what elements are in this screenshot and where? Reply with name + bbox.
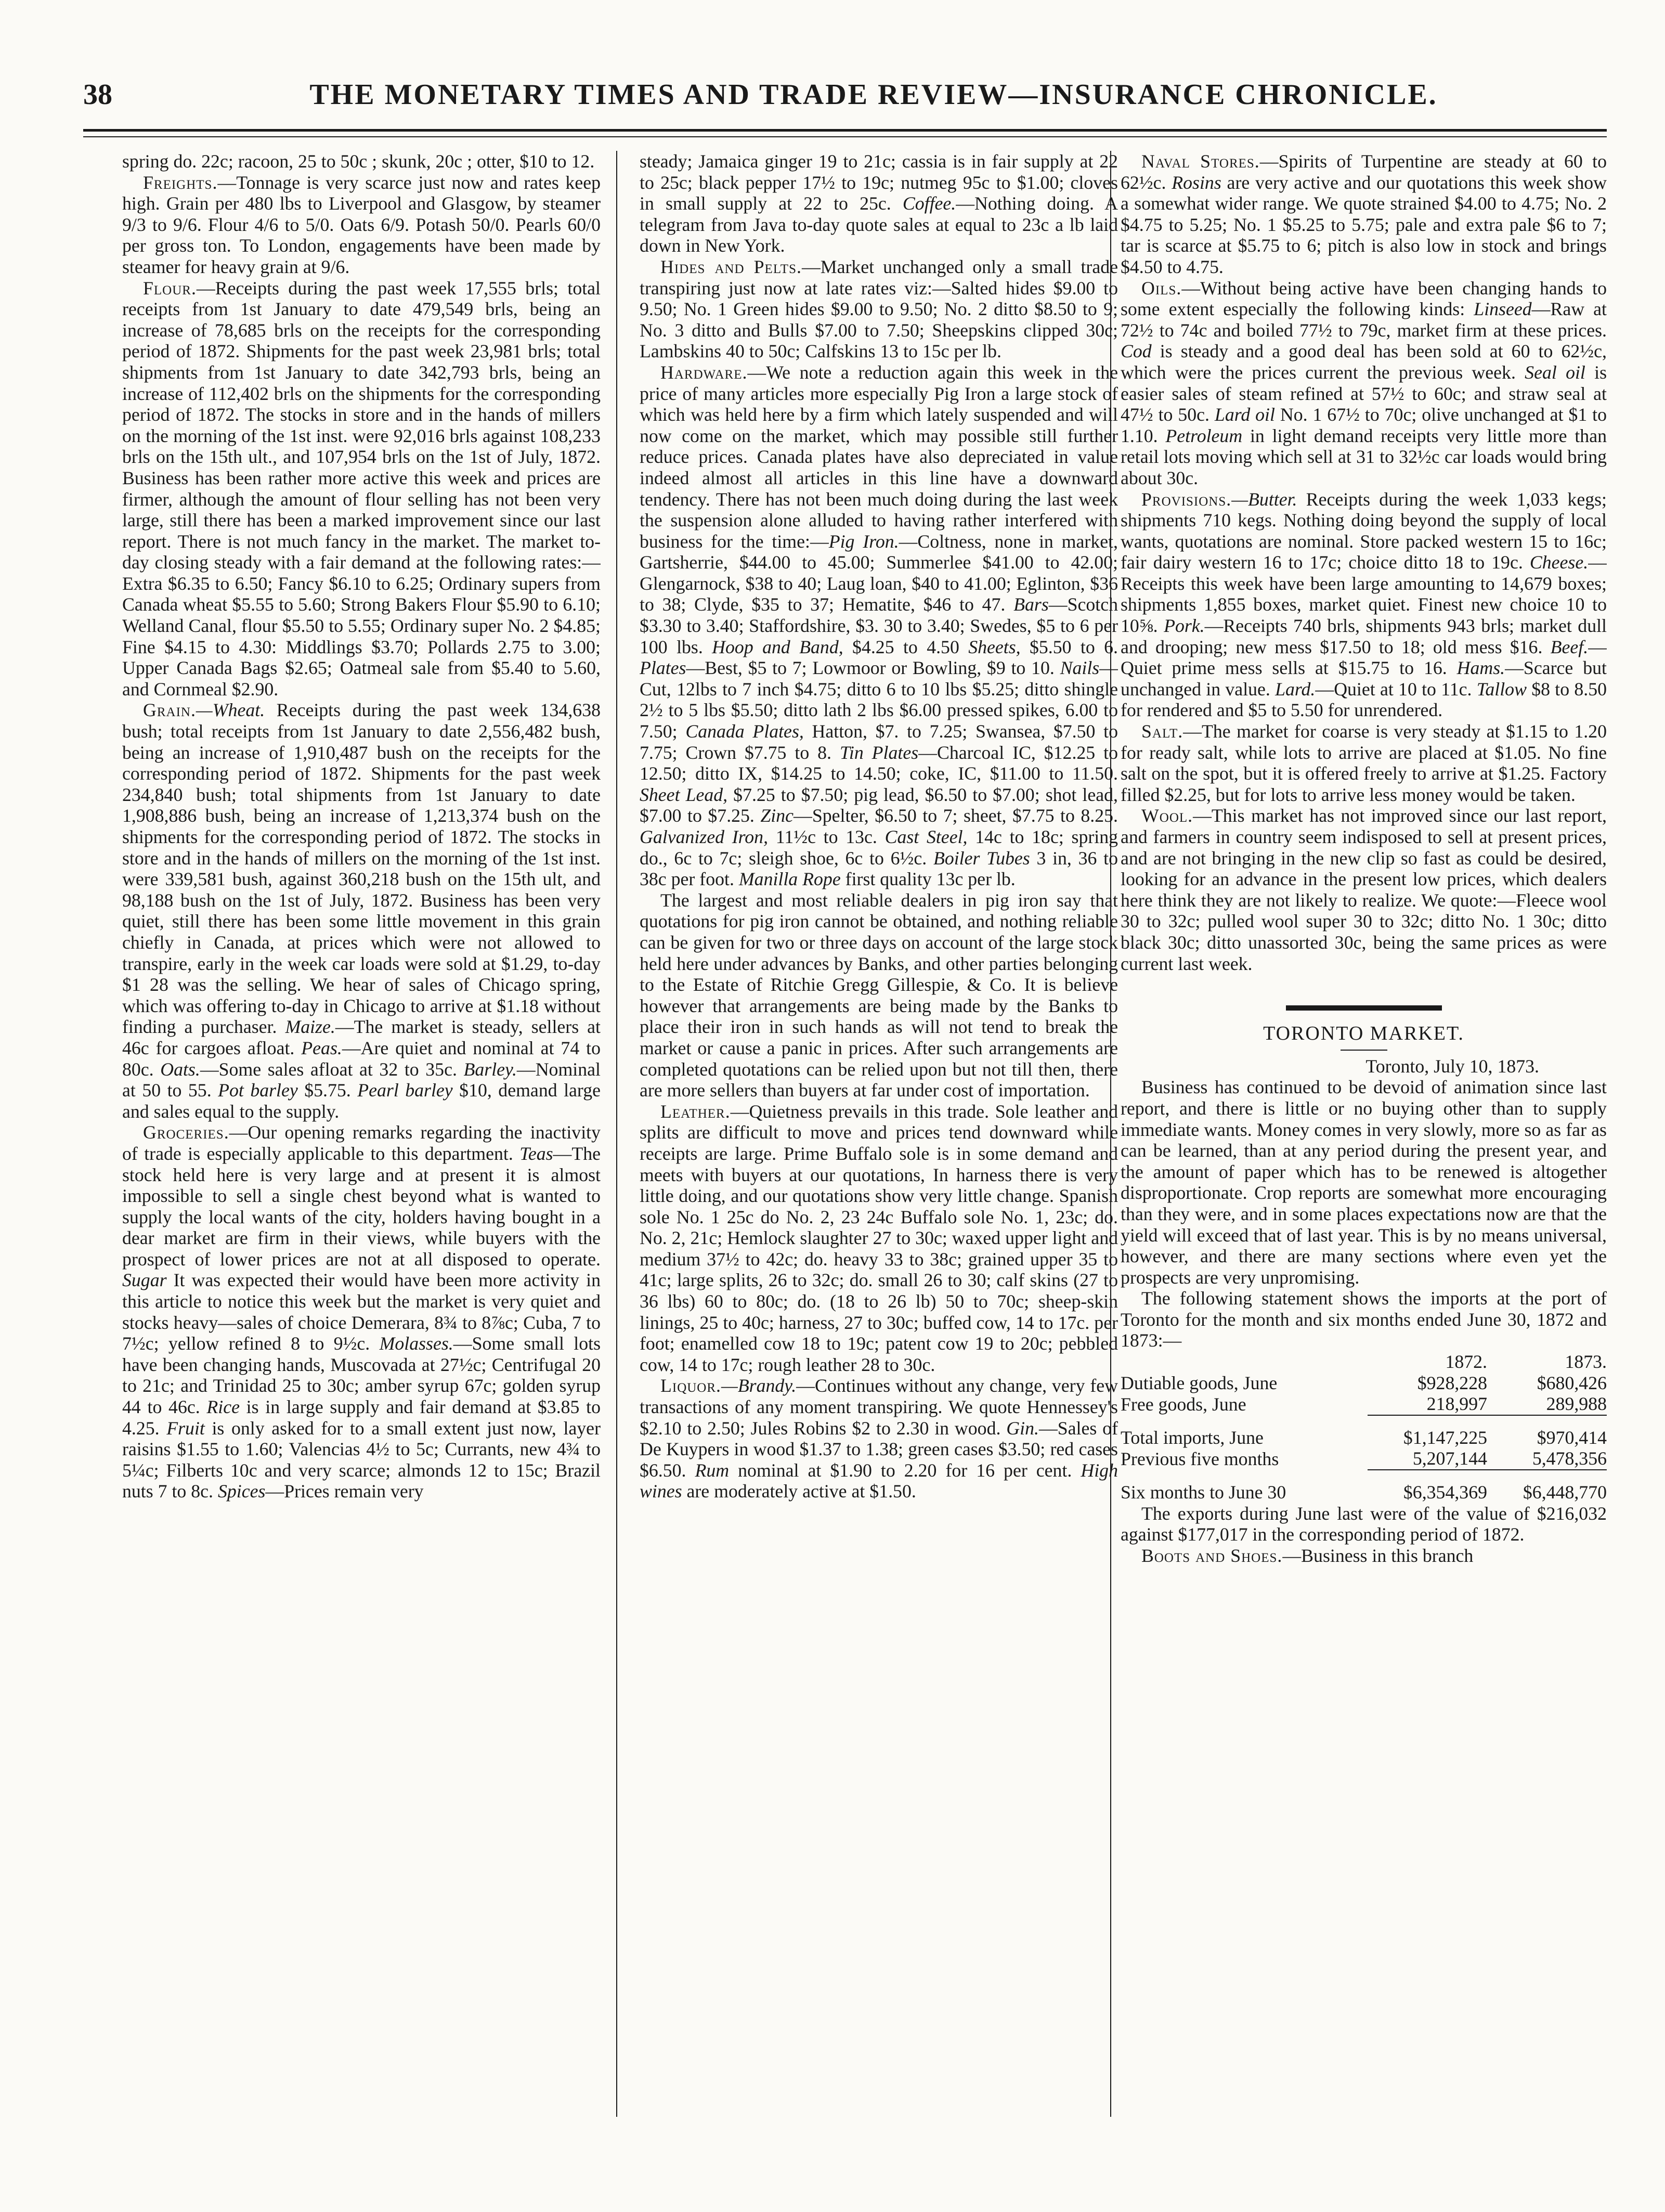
section-body: 11½c to 13c.: [768, 826, 885, 847]
cell-1873: $680,426: [1537, 1372, 1607, 1393]
cell-1873: $970,414: [1537, 1427, 1607, 1448]
section-head-naval-stores: Naval Stores.: [1141, 151, 1260, 172]
cell-1872: $6,354,369: [1403, 1482, 1487, 1503]
section-body: It was expected their would have been more activity in this article to notice this week but the market is very quiet and stocks heavy—sales of choice Demerara, 8¾ to 8⅞c; Cuba, 7 to 7½c; yellow refined 8 to 9½c.: [122, 1270, 601, 1354]
table-row: [1121, 1427, 1607, 1448]
paragraph-toronto-2: The following statement shows the imports at the port of Toronto for the month and six months ended June 30, 1872 and 1873:—: [1121, 1288, 1607, 1351]
section-body: 14c to 18c; spring do., 6c to 7c; sleigh shoe, 6c to 6½c.: [640, 826, 1118, 869]
section-body: —Spirits of Turpentine are steady at 60 to 62½c.: [1121, 151, 1607, 193]
table-row: [1121, 1373, 1607, 1394]
toronto-market-title: TORONTO MARKET.: [1263, 1023, 1464, 1045]
section-body: —Receipts 740 brls, shipments 943 brls; market dull and drooping; new mess $17.50 to 18; old mess $16.: [1121, 615, 1607, 657]
subhead: Gin.: [1006, 1417, 1039, 1439]
section-body: —Quiet at 10 to 11c.: [1315, 678, 1477, 700]
subhead: Pearl barley: [357, 1080, 453, 1101]
subhead: Canada Plates,: [685, 721, 804, 742]
row-label: Free goods, June: [1121, 1394, 1246, 1415]
subhead: Oats.: [160, 1058, 200, 1080]
subhead: Petroleum: [1165, 425, 1243, 446]
subhead: Peas.: [301, 1037, 342, 1058]
section-body: is only asked for to a small extent just now, layer raisins $1.55 to 1.60; Valencias 4½ to 5c; Currants, new 4¾ to 5¼c; Filberts 10c and very scarce; almonds 12 to 15c; Brazil nuts 7 to 8c.: [122, 1417, 601, 1502]
paragraph-groceries: [122, 1122, 601, 1502]
section-body: —The market for coarse is very steady at $1.15 to 1.20 for ready salt, while lots to arrive are placed at $1.05. No fine salt on the spot, but it is offered freely to arrive at $1.25. Factory filled $2.25, but for lots to arrive less money would be taken.: [1121, 721, 1607, 805]
section-body: 3 in, 36 to 38c per foot.: [640, 847, 1118, 890]
section-body: $7.25 to $7.50; pig lead, $6.50 to $7.00; shot lead, $7.00 to $7.25.: [640, 784, 1118, 826]
subhead: Beef.: [1550, 636, 1589, 657]
cell-1872: $1,147,225: [1403, 1427, 1487, 1448]
column-rule: [616, 151, 617, 2117]
subhead: Rosins: [1172, 172, 1221, 193]
column-3: [1121, 151, 1607, 2117]
table-spacer: [1121, 1470, 1607, 1482]
section-body: —Best, $5 to 7; Lowmoor or Bowling, $9 to 10.: [686, 657, 1060, 679]
column-2: [640, 151, 1118, 2117]
subhead: Hams.: [1456, 657, 1505, 679]
year-header: 1872.: [1445, 1351, 1487, 1373]
section-body: —Continues without any change, very few transactions of any moment transpiring. We quote Hennessey's $2.10 to 2.50; Jules Robins $2 to 2.30 in wood.: [640, 1375, 1118, 1439]
section-body: —Cut, 12lbs to 7 inch $4.75; ditto 6 to 10 lbs $5.25; ditto shingle 2½ to 5 lbs $5.50; ditto lath 2 lbs $6.00 pressed spikes, 6.00 to 7.50;: [640, 657, 1118, 742]
cell-1873: 289,988: [1487, 1393, 1607, 1415]
section-body: —Scarce but unchanged in value.: [1121, 657, 1607, 700]
page-header: [83, 78, 1607, 120]
section-body: are very active and our quotations this week show a somewhat wider range. We quote strained $4.00 to 4.75; No. 2 $4.75 to 5.25; No. 1 $5.25 to 5.75; pale and extra pale $6 to 7; tar is scarce at $5.75 to 6; pitch is also low in stock and brings $4.50 to 4.75.: [1121, 172, 1607, 277]
section-head-salt: Salt.: [1141, 721, 1183, 742]
section-head-flour: Flour.: [143, 277, 197, 299]
subhead: Fruit: [166, 1417, 205, 1439]
paragraph-salt: [1121, 721, 1607, 805]
section-divider: [1286, 1005, 1442, 1011]
cell-1873: 5,478,356: [1487, 1448, 1607, 1470]
section-head-groceries: Groceries.: [143, 1122, 229, 1143]
subhead: Teas: [519, 1143, 553, 1164]
section-body: —Nominal at 50 to 55.: [122, 1058, 601, 1101]
paragraph-toronto-3: The exports during June last were of the value of $216,032 against $177,017 in the corresponding period of 1872.: [1121, 1503, 1607, 1545]
subhead: Maize.: [285, 1016, 335, 1038]
section-body: nominal at $1.90 to 2.20 for 16 per cent.: [729, 1459, 1081, 1481]
paragraph-liquor: [640, 1375, 1118, 1502]
section-body: —Our opening remarks regarding the inactivity of trade is especially applicable to this department.: [122, 1122, 601, 1164]
subhead: Seal oil: [1525, 361, 1585, 383]
section-body: —The market is steady, sellers at 46c for cargoes afloat.: [122, 1016, 601, 1058]
section-body: —This market has not improved since our last report, and farmers in country seem indisposed to sell at present prices, and are not bringing in the new clip so fast as could be desired, looking for an advance in the present low prices, which dealers here think they are not likely to realize. We quote:—Fleece wool 30 to 32c; pulled wool super 30 to 32c; ditto No. 1 30c; ditto black 30c; ditto unassorted 30c, being the same prices as were current last week.: [1121, 805, 1607, 974]
section-head-grain: Grain.: [143, 700, 196, 721]
paragraph-freights: [122, 172, 601, 278]
paragraph-pig-iron: The largest and most reliable dealers in pig iron say that quotations for pig iron cannot be obtained, and nothing reliable can be given for two or three days on account of the large stock held here under advances by Banks, and other parties belonging to the Estate of Ritchie Gregg Gillespie, & Co. It is believe however that arrangements are being made by the Banks to place their iron in such hands as will not tend to break the market or cause a panic in prices. After such arrangements are completed quotations can be relied upon but not till then, there are more sellers than buyers at far under cost of importation.: [640, 889, 1118, 1101]
section-body: Receipts during the week 1,033 kegs; shipments 710 kegs. Nothing doing beyond the supply of local wants, quotations are nominal. Store packed western 15 to 16c; fair dairy western 16 to 17c; choice ditto 18 to 19c.: [1121, 488, 1607, 573]
table-row: [1121, 1448, 1607, 1470]
subhead: Cod: [1121, 341, 1152, 362]
subhead: Hoop and Band,: [712, 636, 843, 657]
subhead: Cheese.: [1529, 552, 1589, 573]
subhead: Sheets,: [968, 636, 1021, 657]
subhead: Galvanized Iron,: [640, 826, 769, 847]
paragraph-spring: spring do. 22c; racoon, 25 to 50c ; skunk, 20c ; otter, $10 to 12.: [122, 151, 595, 172]
year-header: 1873.: [1565, 1351, 1607, 1373]
section-head-oils: Oils.: [1141, 277, 1182, 299]
section-body: first quality 13c per lb.: [840, 869, 1016, 890]
row-label: Dutiable goods, June: [1121, 1372, 1278, 1393]
section-body: —Raw at 72½ to 74c and boiled 77½ to 79c, market firm at these prices.: [1121, 299, 1607, 341]
subhead: Pot barley: [218, 1080, 298, 1101]
cell-1872: $928,228: [1417, 1372, 1487, 1393]
paragraph-naval-stores: [1121, 151, 1607, 278]
section-body: —Receipts this week have been large amounting to 14,679 boxes; shipments 1,855 boxes, market quiet. Finest new choice 10 to 10⅝.: [1121, 552, 1607, 637]
subhead: Plates: [640, 657, 686, 679]
section-body: $10, demand large and sales equal to the supply.: [122, 1080, 601, 1122]
section-body: —Nothing doing. A telegram from Java to-day quote sales at equal to 23c a lb laid down in New York.: [640, 193, 1118, 256]
section-head-provisions: Provisions.: [1141, 488, 1232, 510]
section-body: —Receipts during the past week 17,555 brls; total receipts from 1st January to date 479,549 brls, being an increase of 78,685 brls on the receipts for the corresponding period of 1872. Shipments for the past week 23,981 brls; total shipments from 1st January to date 342,793 brls, being an increase of 112,402 brls on the shipments for the corresponding period of 1872. The stocks in store and in the hands of millers on the morning of the 1st inst. were 92,016 brls against 108,233 brls on the 15th ult., and 107,954 brls on the 1st of July, 1872. Business has been rather more active this week and prices are firmer, although the amount of flour selling has not been very large, still there has been a marked improvement since our last report. There is not much fancy in the market. The market to-day closing steady with a fair demand at the following rates:—Extra $6.35 to 6.50; Fancy $6.10 to 6.25; Ordinary supers from Canada wheat $5.55 to 5.60; Strong Bakers Flour $5.90 to 6.10; Welland Canal, flour $5.50 to 5.55; Ordinary super No. 2 $4.85; Fine $4.15 to 4.30: Middlings $3.70; Pollards 2.75 to 3.00; Upper Canada Bags $2.65; Oatmeal sale from $5.40 to 5.60, and Cornmeal $2.90.: [122, 277, 601, 700]
section-body: —Without being active have been changing hands to some extent especially the following kinds:: [1121, 277, 1607, 320]
subhead: Cast Steel,: [884, 826, 968, 847]
section-body: is in large supply and fair demand at $3.85 to 4.25.: [122, 1396, 601, 1439]
section-body: are moderately active at $1.50.: [682, 1481, 916, 1502]
table-spacer: [1121, 1415, 1607, 1427]
dateline: Toronto, July 10, 1873.: [1365, 1055, 1539, 1077]
subhead: Lard.: [1275, 678, 1316, 700]
paragraph-leather: [640, 1101, 1118, 1376]
section-body: Hatton, $7. to 7.25; Swansea, $7.50 to 7.75; Crown $7.75 to 8.: [640, 721, 1118, 763]
section-body: is easier sales of steam refined at 57½ to 60c; and straw seal at 47½ to 50c.: [1121, 361, 1607, 425]
section-body: in light demand receipts very little more than retail lots moving which sell at 31 to 32½c car loads would bring about 30c.: [1121, 425, 1607, 488]
section-body: —We note a reduction again this week in the price of many articles more especially Pig Iron a large stock of which was held here by a firm which lately suspended and will now come on the market, which may possible still further reduce prices. Canada plates have also depreciated in value indeed almost all articles in this line have a downward tendency. There has not been much doing during the last week the suspension alone alluded to having rather interfered with business for the time:—: [640, 361, 1118, 552]
section-body: —Some small lots have been changing hands, Muscovada at 27½c; Centrifugal 20 to 21c; and Trinidad 25 to 30c; amber syrup 67c; golden syrup 44 to 46c.: [122, 1333, 601, 1418]
paragraph-oils: [1121, 278, 1607, 489]
subhead: Barley.: [463, 1058, 517, 1080]
table-row: [1121, 1482, 1607, 1503]
paragraph-wool: [1121, 805, 1607, 974]
section-body: —Quiet prime mess sells at $15.75 to 16.: [1121, 636, 1607, 679]
subhead: Pig Iron.: [828, 531, 899, 552]
section-body: —Coltness, none in market, Gartsherrie, $44.00 to 45.00; Summerlee $41.00 to 42.00; Glengarnock, $38 to 40; Laug loan, $40 to 41.00; Eglinton, $36 to 38; Clyde, $35 to 37; Hematite, $46 to 47.: [640, 531, 1118, 615]
section-body: —Business in this branch: [1282, 1545, 1474, 1566]
cell-1872: 5,207,144: [1368, 1448, 1487, 1470]
subhead: High wines: [640, 1459, 1118, 1502]
section-body: —Prices remain very: [265, 1481, 424, 1502]
paragraph-provisions: [1121, 489, 1607, 721]
subhead: Rum: [695, 1459, 730, 1481]
section-body: —Market unchanged only a small trade transpiring just now at late rates viz:—Salted hides $9.00 to 9.50; No. 1 Green hides $9.00 to 9.50; No. 2 ditto $8.50 to 9; No. 3 ditto and Bulls $7.00 to 7.50; Sheepskins clipped 30c; Lambskins 40 to 50c; Calfskins 13 to 15c per lb.: [640, 256, 1118, 362]
section-body: $8 to 8.50 for rendered and $5 to 5.50 for unrendered.: [1121, 678, 1607, 721]
cell-1872: 218,997: [1368, 1393, 1487, 1415]
paragraph-grain: [122, 700, 601, 1122]
table-header-row: [1121, 1351, 1607, 1373]
paragraph-hides: [640, 256, 1118, 362]
section-body: —Tonnage is very scarce just now and rates keep high. Grain per 480 lbs to Liverpool and Glasgow, by steamer 9/3 to 9/6. Flour 4/6 to 5/0. Oats 6/9. Potash 50/0. Pearls 60/0 per gross ton. To London, engagements have been made by steamer for heavy grain at 9/6.: [122, 172, 601, 277]
subhead: —Butter.: [1231, 488, 1297, 510]
subhead: Rice: [206, 1396, 240, 1418]
section-head-freights: Freights.: [143, 172, 218, 193]
column-1: [122, 151, 601, 2117]
subhead: Bars: [1013, 594, 1049, 615]
subhead: Zinc: [760, 805, 794, 826]
section-head-hides: Hides and Pelts.: [660, 256, 802, 277]
subhead: Coffee.: [902, 193, 956, 214]
subhead: Tin Plates: [839, 742, 919, 763]
subhead: Sugar: [122, 1270, 167, 1291]
subhead: Molasses.: [379, 1333, 453, 1354]
header-rule-thick: [83, 129, 1607, 132]
subhead: Boiler Tubes: [933, 847, 1030, 869]
section-body: steady; Jamaica ginger 19 to 21c; cassia is in fair supply at 22 to 25c; black pepper 17½ to 19c; nutmeg 95c to $1.00; cloves in small supply at 22 to 25c.: [640, 151, 1118, 214]
subhead: Manilla Rope: [738, 869, 841, 890]
subhead: Lard oil: [1214, 404, 1275, 425]
cell-1873: $6,448,770: [1523, 1482, 1607, 1503]
running-head: THE MONETARY TIMES AND TRADE REVIEW—INSURANCE CHRONICLE.: [309, 79, 1438, 111]
paragraph-toronto-1: Business has continued to be devoid of animation since last report, and there is little or no buying other than to supply immediate wants. Money comes in very slowly, more so as far as can be learned, than at any period during the present year, and the amount of paper which has to be renewed is altogether disproportionate. Crop reports are somewhat more encouraging than they were, and in some places expectations now are that the yield will exceed that of last year. This is by no means universal, however, and there are many sections where even yet the prospects are very unpromising.: [1121, 1077, 1607, 1288]
section-body: $4.25 to 4.50: [843, 636, 969, 657]
section-body: —Are quiet and nominal at 74 to 80c.: [122, 1037, 601, 1080]
section-head-wool: Wool.: [1141, 805, 1193, 826]
section-head-hardware: Hardware.: [660, 361, 748, 383]
section-head-liquor: Liquor.: [660, 1375, 721, 1396]
section-body: No. 1 67½ to 70c; olive unchanged at $1 to 1.10.: [1121, 404, 1607, 446]
section-body: $5.50 to 6.: [1020, 636, 1118, 657]
table-row: [1121, 1393, 1607, 1415]
row-label: Previous five months: [1121, 1448, 1279, 1470]
section-body: is steady and a good deal has been sold at 60 to 62½c, which were the prices current the previous week.: [1121, 341, 1607, 383]
paragraph-spices-cont: [640, 151, 1118, 256]
subhead: —Wheat.: [196, 700, 265, 721]
section-body: —Some sales afloat at 32 to 35c.: [200, 1058, 464, 1080]
subhead: Pork.: [1164, 615, 1205, 637]
page-number: 38: [83, 79, 112, 111]
subhead: Spices: [217, 1481, 266, 1502]
subhead: Tallow: [1476, 678, 1527, 700]
paragraph-hardware: [640, 362, 1118, 890]
title-rule: [1341, 1050, 1387, 1051]
subhead: Sheet Lead,: [640, 784, 728, 805]
section-body: —Quietness prevails in this trade. Sole leather and splits are difficult to move and prices tend downward while receipts are large. Prime Buffalo sole is in some demand and meets with buyers at our quotations, In harness there is very little doing, and our quotations show very little change. Spanish sole No. 1 25c do No. 2, 23 24c Buffalo sole No. 1, 23c; do. No. 2, 21c; Hemlock slaughter 27 to 30c; waxed upper light and medium 37½ to 42c; do. heavy 33 to 38c; grained upper 35 to 41c; large splits, 26 to 32c; do. small 26 to 30; calf skins (27 to 36 lbs) 60 to 80c; do. (18 to 26 lb) 50 to 70c; sheep-skin linings, 25 to 40c; harness, 27 to 30c; buffed cow, 14 to 17c. per foot; enamelled cow 18 to 19c; patent cow 19 to 20c; pebbled cow, 14 to 17c; rough leather 28 to 30c.: [640, 1101, 1118, 1375]
section-body: —Spelter, $6.50 to 7; sheet, $7.75 to 8.25.: [794, 805, 1118, 826]
subhead: Linseed: [1474, 299, 1532, 320]
header-rule-thin: [83, 136, 1607, 137]
section-head-boots: Boots and Shoes.: [1141, 1545, 1283, 1566]
section-body: —Charcoal IC, $12.25 to 12.50; ditto IX, $14.25 to 14.50; coke, IC, $11.00 to 11.50.: [640, 742, 1118, 784]
subhead: —Brandy.: [721, 1375, 797, 1396]
row-label: Total imports, June: [1121, 1427, 1264, 1448]
section-body: Receipts during the past week 134,638 bush; total receipts from 1st January to date 2,556,482 bush, being an increase of 1,910,487 bush on the receipts for the corresponding period of 1872. Shipments for the past week 234,840 bush; total shipments from 1st January to date 1,908,886 bush, being an increase of 1,213,374 bush on the shipments for the corresponding period of 1872. The stocks in store and in the hands of millers on the morning of the 1st inst. were 339,581 bush, against 360,218 bush on the 15th ult, and 98,188 bush on the 1st of July, 1872. Business has been very quiet, still there has been some little movement in this grain chiefly in Canada, at prices which were not allowed to transpire, early in the week car loads were sold at $1.29, to-day $1 28 was the selling. We hear of sales of Chicago spring, which was offering to-day in Chicago to arrive at $1.18 without finding a purchaser.: [122, 700, 601, 1038]
subhead: Nails: [1060, 657, 1100, 679]
section-head-leather: Leather.: [660, 1101, 731, 1122]
section-body: —Sales of De Kuypers in wood $1.37 to 1.38; green cases $3.50; red cases $6.50.: [640, 1417, 1118, 1481]
imports-table: [1121, 1351, 1607, 1503]
row-label: Six months to June 30: [1121, 1482, 1286, 1503]
paragraph-boots: [1121, 1545, 1607, 1567]
paragraph-flour: [122, 278, 601, 700]
section-body: —Scotch $3.30 to 3.40; Staffordshire, $3. 30 to 3.40; Swedes, $5 to 6 per 100 lbs.: [640, 594, 1118, 657]
section-body: —The stock held here is very large and at present it is almost impossible to sell a single chest beyond what is wanted to supply the local wants of the city, holders having bought in a dear market are firm in their views, while buyers with the prospect of lower prices are not at all disposed to operate.: [122, 1143, 601, 1270]
section-body: $5.75.: [297, 1080, 358, 1101]
